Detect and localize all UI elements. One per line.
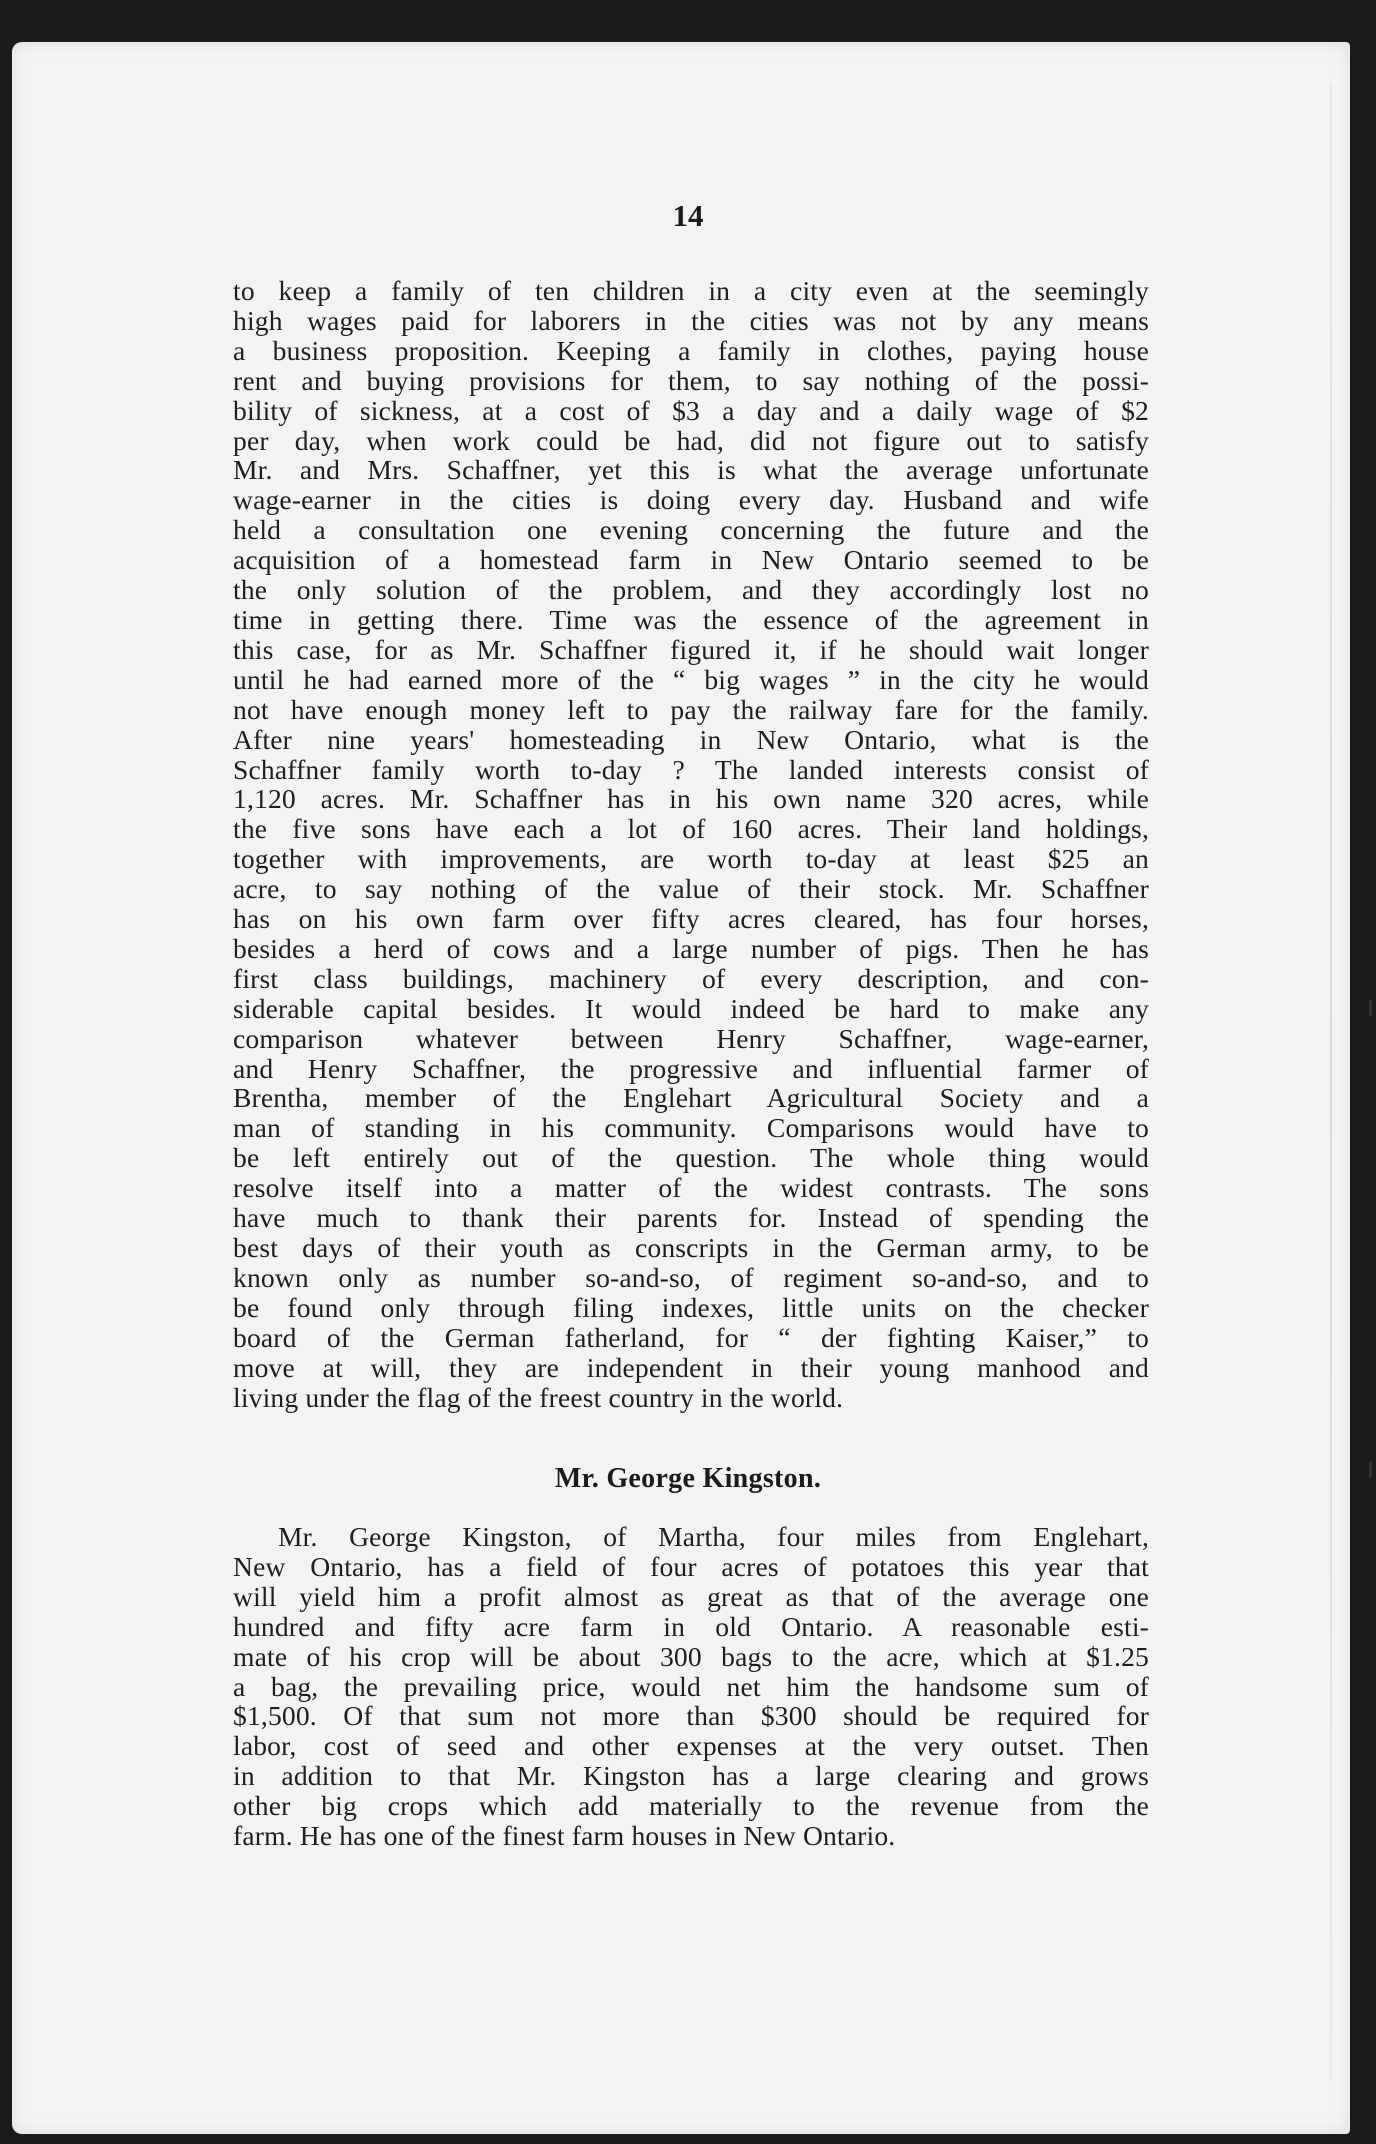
text-line: besides a herd of cows and a large number of pigs. Then he has <box>233 932 1149 964</box>
text-line: After nine years' homesteading in New Ontario, what is the <box>233 723 1149 755</box>
text-line: high wages paid for laborers in the cities was not by any means <box>233 304 1149 336</box>
text-line: hundred and fifty acre farm in old Ontario. A reasonable esti- <box>233 1610 1149 1642</box>
text-line: acquisition of a homestead farm in New Ontario seemed to be <box>233 544 1149 576</box>
text-line: a business proposition. Keeping a family in clothes, paying house <box>233 334 1149 366</box>
text-line: until he had earned more of the “ big wages ” in the city he would <box>233 663 1149 695</box>
text-line: 1,120 acres. Mr. Schaffner has in his own name 320 acres, while <box>233 783 1149 815</box>
text-line: labor, cost of seed and other expenses at the very outset. Then <box>233 1730 1149 1762</box>
text-line: board of the German fatherland, for “ der fighting Kaiser,” to <box>233 1321 1149 1353</box>
paragraph-schaffner <box>233 276 1149 1412</box>
text-line: bility of sickness, at a cost of $3 a day and a daily wage of $2 <box>233 394 1149 426</box>
text-line: and Henry Schaffner, the progressive and influential farmer of <box>233 1052 1149 1084</box>
text-line: farm. He has one of the finest farm houses in New Ontario. <box>233 1820 896 1852</box>
text-line: Brentha, member of the Englehart Agricultural Society and a <box>233 1082 1149 1114</box>
text-line: move at will, they are independent in their young manhood and <box>233 1351 1149 1383</box>
text-line: the only solution of the problem, and they accordingly lost no <box>233 574 1149 606</box>
text-line: will yield him a profit almost as great as that of the average one <box>233 1580 1149 1612</box>
text-line: living under the flag of the freest country in the world. <box>233 1381 844 1413</box>
page-number: 14 <box>672 198 704 233</box>
text-line: not have enough money left to pay the railway fare for the family. <box>233 693 1149 725</box>
text-line: a bag, the prevailing price, would net him the handsome sum of <box>233 1670 1149 1702</box>
text-line: this case, for as Mr. Schaffner figured it, if he should wait longer <box>233 633 1149 665</box>
text-line: Mr. George Kingston, of Martha, four miles from Englehart, <box>278 1521 1149 1552</box>
text-line: rent and buying provisions for them, to say nothing of the possi- <box>233 364 1149 396</box>
text-line: wage-earner in the cities is doing every day. Husband and wife <box>233 484 1149 516</box>
text-line: be found only through filing indexes, little units on the checker <box>233 1291 1149 1323</box>
text-line: together with improvements, are worth to-day at least $25 an <box>233 843 1149 875</box>
text-line: held a consultation one evening concerning the future and the <box>233 514 1149 546</box>
text-line: $1,500. Of that sum not more than $300 should be required for <box>233 1700 1149 1732</box>
text-line: has on his own farm over fifty acres cleared, has four horses, <box>233 903 1149 935</box>
text-line: known only as number so-and-so, of regiment so-and-so, and to <box>233 1261 1149 1293</box>
text-line: per day, when work could be had, did not figure out to satisfy <box>233 424 1149 456</box>
text-line: to keep a family of ten children in a city even at the seemingly <box>233 275 1149 306</box>
section-heading: Mr. George Kingston. <box>554 1463 822 1494</box>
text-line: man of standing in his community. Comparisons would have to <box>233 1112 1149 1144</box>
text-line: the five sons have each a lot of 160 acres. Their land holdings, <box>233 813 1149 845</box>
text-line: New Ontario, has a field of four acres of potatoes this year that <box>233 1550 1149 1582</box>
paragraph-text <box>233 1522 1149 1851</box>
paragraph-text <box>233 276 1149 1412</box>
text-line: best days of their youth as conscripts in the German army, to be <box>233 1232 1149 1263</box>
text-line: Mr. and Mrs. Schaffner, yet this is what the average unfortunate <box>233 454 1149 486</box>
text-line: comparison whatever between Henry Schaffner, wage-earner, <box>233 1022 1149 1054</box>
text-line: acre, to say nothing of the value of their stock. Mr. Schaffner <box>233 873 1149 905</box>
text-line: first class buildings, machinery of every description, and con- <box>233 962 1149 994</box>
text-line: be left entirely out of the question. The whole thing would <box>233 1142 1149 1174</box>
page-edge-shadow <box>1330 82 1332 2082</box>
text-line: in addition to that Mr. Kingston has a large clearing and grows <box>233 1760 1149 1792</box>
text-line: other big crops which add materially to the revenue from the <box>233 1790 1149 1822</box>
text-line: siderable capital besides. It would indeed be hard to make any <box>233 992 1149 1024</box>
edge-mark <box>1369 1000 1372 1016</box>
text-line: have much to thank their parents for. Instead of spending the <box>233 1202 1149 1234</box>
paragraph-kingston <box>233 1522 1149 1851</box>
text-line: resolve itself into a matter of the widest contrasts. The sons <box>233 1172 1149 1204</box>
text-line: Schaffner family worth to-day ? The landed interests consist of <box>233 753 1149 785</box>
text-line: mate of his crop will be about 300 bags to the acre, which at $1.25 <box>233 1640 1149 1672</box>
text-line: time in getting there. Time was the essence of the agreement in <box>233 603 1149 635</box>
